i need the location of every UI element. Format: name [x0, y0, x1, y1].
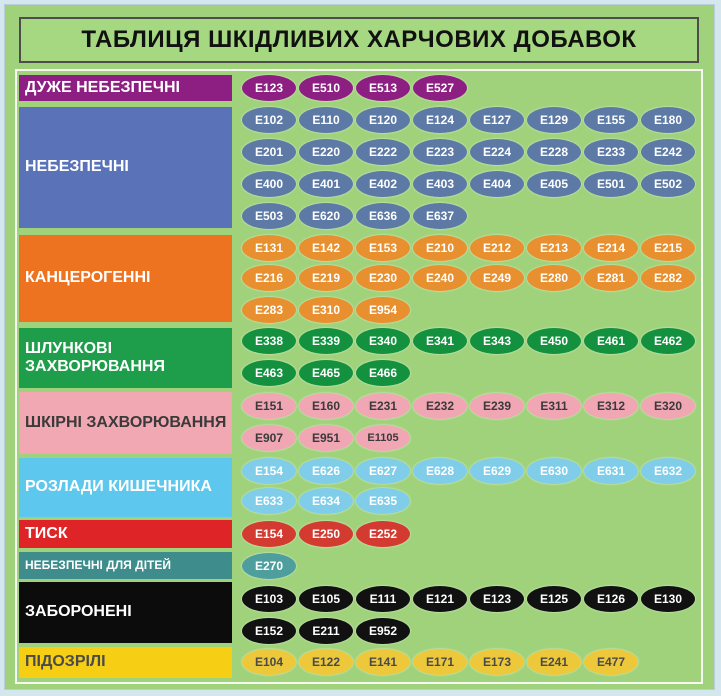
additive-code: E173	[470, 649, 524, 675]
additive-code: E123	[470, 586, 524, 612]
additive-code: E180	[641, 107, 695, 133]
additive-code: E153	[356, 235, 410, 261]
additive-code: E242	[641, 139, 695, 165]
additive-code: E340	[356, 328, 410, 354]
additive-code: E160	[299, 393, 353, 419]
category-label: ШЛУНКОВІ ЗАХВОРЮВАННЯ	[19, 328, 232, 388]
additive-code: E1105	[356, 425, 410, 451]
additive-code: E230	[356, 265, 410, 291]
additive-code: E477	[584, 649, 638, 675]
additive-code: E228	[527, 139, 581, 165]
additive-code: E231	[356, 393, 410, 419]
additive-code: E223	[413, 139, 467, 165]
category-label: НЕБЕЗПЕЧНІ ДЛЯ ДІТЕЙ	[19, 552, 232, 579]
additive-code: E249	[470, 265, 524, 291]
additive-code: E214	[584, 235, 638, 261]
additive-code: E154	[242, 521, 296, 547]
additive-code: E637	[413, 203, 467, 229]
additive-code: E239	[470, 393, 524, 419]
additive-code: E283	[242, 297, 296, 323]
additive-code: E211	[299, 618, 353, 644]
additive-code: E281	[584, 265, 638, 291]
additive-code: E400	[242, 171, 296, 197]
additive-code: E282	[641, 265, 695, 291]
category-label: ШКІРНІ ЗАХВОРЮВАННЯ	[19, 392, 232, 454]
additive-code: E629	[470, 458, 524, 484]
additive-code: E121	[413, 586, 467, 612]
additive-code: E312	[584, 393, 638, 419]
additive-code: E122	[299, 649, 353, 675]
additive-code: E461	[584, 328, 638, 354]
category-label: КАНЦЕРОГЕННІ	[19, 235, 232, 322]
title-box	[19, 17, 699, 63]
additive-code: E503	[242, 203, 296, 229]
additive-code: E405	[527, 171, 581, 197]
additive-code: E463	[242, 360, 296, 386]
additive-code: E465	[299, 360, 353, 386]
additive-code: E401	[299, 171, 353, 197]
additive-code: E151	[242, 393, 296, 419]
additive-code: E155	[584, 107, 638, 133]
table-frame	[4, 4, 715, 690]
additive-code: E636	[356, 203, 410, 229]
additive-code: E403	[413, 171, 467, 197]
additive-code: E310	[299, 297, 353, 323]
category-label: ПІДОЗРІЛІ	[19, 647, 232, 678]
additive-code: E270	[242, 553, 296, 579]
additive-code: E224	[470, 139, 524, 165]
additive-code: E620	[299, 203, 353, 229]
additive-code: E632	[641, 458, 695, 484]
additive-code: E630	[527, 458, 581, 484]
additive-code: E141	[356, 649, 410, 675]
additive-code: E126	[584, 586, 638, 612]
additive-code: E233	[584, 139, 638, 165]
additive-code: E131	[242, 235, 296, 261]
additive-code: E212	[470, 235, 524, 261]
additive-code: E104	[242, 649, 296, 675]
additive-code: E241	[527, 649, 581, 675]
additive-code: E130	[641, 586, 695, 612]
additive-code: E510	[299, 75, 353, 101]
additive-code: E154	[242, 458, 296, 484]
additive-code: E311	[527, 393, 581, 419]
additive-code: E502	[641, 171, 695, 197]
category-label: ТИСК	[19, 520, 232, 548]
page-title: ТАБЛИЦЯ ШКІДЛИВИХ ХАРЧОВИХ ДОБАВОК	[81, 26, 637, 53]
additive-code: E633	[242, 488, 296, 514]
additive-code: E152	[242, 618, 296, 644]
additive-code: E102	[242, 107, 296, 133]
additive-code: E631	[584, 458, 638, 484]
additive-code: E634	[299, 488, 353, 514]
additive-code: E105	[299, 586, 353, 612]
additive-code: E210	[413, 235, 467, 261]
additive-code: E124	[413, 107, 467, 133]
additive-code: E240	[413, 265, 467, 291]
category-label: РОЗЛАДИ КИШЕЧНИКА	[19, 458, 232, 517]
additive-code: E954	[356, 297, 410, 323]
additive-code: E513	[356, 75, 410, 101]
category-label: ЗАБОРОНЕНІ	[19, 582, 232, 643]
additive-code: E120	[356, 107, 410, 133]
additive-code: E129	[527, 107, 581, 133]
category-label: ДУЖЕ НЕБЕЗПЕЧНІ	[19, 75, 232, 101]
additive-code: E201	[242, 139, 296, 165]
additive-code: E103	[242, 586, 296, 612]
additive-code: E339	[299, 328, 353, 354]
additive-code: E125	[527, 586, 581, 612]
additive-code: E110	[299, 107, 353, 133]
additive-code: E341	[413, 328, 467, 354]
additive-code: E222	[356, 139, 410, 165]
additive-code: E280	[527, 265, 581, 291]
additive-code: E219	[299, 265, 353, 291]
additive-code: E252	[356, 521, 410, 547]
additive-code: E220	[299, 139, 353, 165]
additive-code: E527	[413, 75, 467, 101]
additive-code: E450	[527, 328, 581, 354]
additive-code: E111	[356, 586, 410, 612]
additive-code: E320	[641, 393, 695, 419]
additive-code: E635	[356, 488, 410, 514]
additive-code: E627	[356, 458, 410, 484]
additive-code: E215	[641, 235, 695, 261]
additive-code: E951	[299, 425, 353, 451]
category-label: НЕБЕЗПЕЧНІ	[19, 107, 232, 228]
additive-code: E404	[470, 171, 524, 197]
additive-code: E626	[299, 458, 353, 484]
additive-code: E216	[242, 265, 296, 291]
additive-code: E462	[641, 328, 695, 354]
additive-code: E466	[356, 360, 410, 386]
additive-code: E250	[299, 521, 353, 547]
additive-code: E213	[527, 235, 581, 261]
additive-code: E907	[242, 425, 296, 451]
additive-code: E142	[299, 235, 353, 261]
additive-code: E171	[413, 649, 467, 675]
additive-code: E628	[413, 458, 467, 484]
additive-code: E338	[242, 328, 296, 354]
additive-code: E343	[470, 328, 524, 354]
additive-code: E127	[470, 107, 524, 133]
additive-code: E402	[356, 171, 410, 197]
additive-code: E232	[413, 393, 467, 419]
additive-code: E501	[584, 171, 638, 197]
additive-code: E123	[242, 75, 296, 101]
additive-code: E952	[356, 618, 410, 644]
